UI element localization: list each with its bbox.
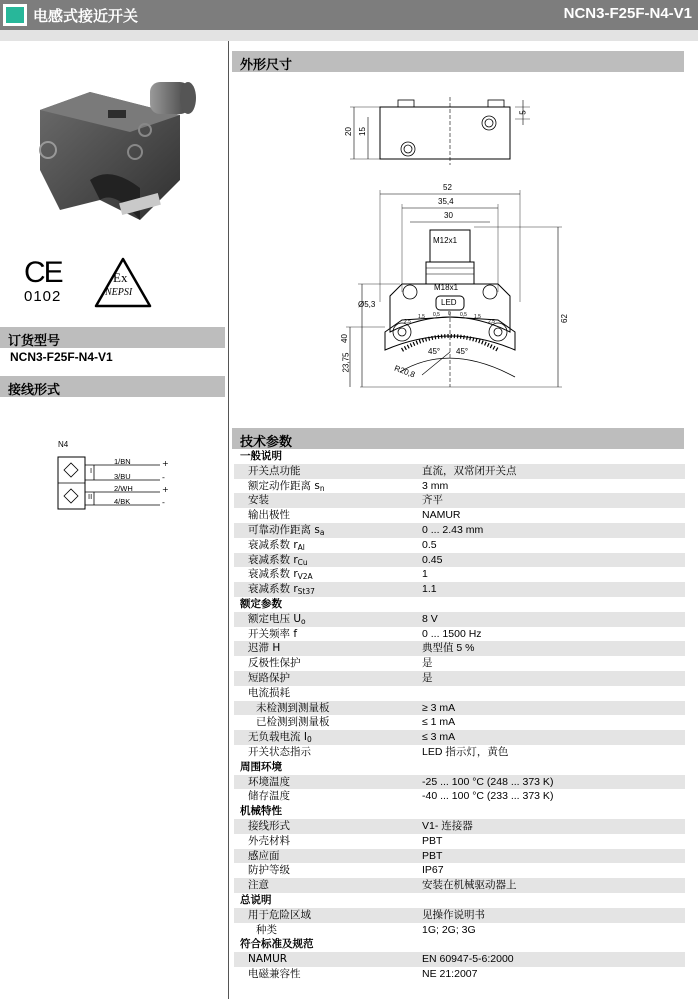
tech-row: [234, 952, 685, 967]
dim-30: 30: [444, 211, 453, 220]
dim-15: 15: [357, 127, 367, 136]
tech-category-row: [234, 937, 685, 952]
tech-value: 安装在机械驱动器上: [422, 879, 517, 892]
tech-value: -25 ... 100 °C (248 ... 373 K): [422, 775, 554, 788]
tech-label-text: 衰减系数 r: [248, 583, 298, 596]
tech-row: [234, 493, 685, 508]
tech-value: ≥ 3 mA: [422, 701, 456, 714]
tech-row: [234, 967, 685, 982]
tech-category-row: [234, 760, 685, 775]
tech-row: [234, 508, 685, 523]
tech-label-text: 接线形式: [248, 819, 290, 832]
tech-value: 0.5: [422, 538, 437, 551]
tech-header: 技术参数: [232, 428, 684, 449]
tech-label: [240, 449, 282, 464]
tech-value: V1- 连接器: [422, 819, 473, 832]
side-view-drawing: [340, 95, 540, 175]
wiring-sign-3: +: [162, 485, 169, 494]
tech-label-text: 注意: [248, 879, 269, 892]
product-photo: [30, 70, 205, 230]
tech-label-subscript: a: [319, 527, 325, 537]
dim-m12: M12x1: [433, 236, 458, 245]
tech-value: 是: [422, 671, 433, 684]
tech-row: [234, 656, 685, 671]
tech-label: [248, 819, 290, 834]
tech-label-text: 储存温度: [248, 790, 290, 803]
tech-label-text: 一般说明: [240, 450, 282, 462]
tech-value: 1: [422, 568, 428, 581]
wiring-channel-2: II: [88, 493, 93, 501]
tech-label: [248, 641, 280, 656]
tech-label-text: 符合标准及规范: [240, 938, 314, 951]
tech-row: [234, 686, 685, 701]
tech-label-text: 衰减系数 r: [248, 553, 298, 566]
tech-row: [234, 878, 685, 893]
tech-label: [248, 656, 301, 671]
tech-label-text: 可靠动作距离 s: [248, 523, 320, 536]
wiring-sign-1: +: [162, 459, 169, 468]
scale-mark-6: 1,5: [474, 314, 481, 320]
tech-row: [234, 819, 685, 834]
tech-label-text: 电流损耗: [248, 686, 290, 699]
scale-mark-2: 1,5: [418, 314, 425, 320]
tech-row: [234, 789, 685, 804]
tech-label-text: 额定参数: [240, 597, 282, 610]
tech-label-text: 未检测到测量板: [256, 701, 330, 714]
wiring-pin-3: 3/BU: [114, 472, 131, 481]
tech-label-text: 反极性保护: [248, 657, 301, 670]
tech-row: [234, 671, 685, 686]
tech-label-text: 安装: [248, 494, 269, 507]
header-bar: [0, 0, 698, 30]
tech-label: [240, 804, 282, 819]
tech-label-text: 迟滞 H: [248, 642, 281, 655]
wiring-sign-4: -: [162, 498, 165, 507]
tech-label-text: 额定电压 U: [248, 612, 302, 625]
tech-label: [248, 493, 269, 508]
tech-value: PBT: [422, 849, 443, 862]
tech-row: [234, 641, 685, 656]
tech-value: 齐平: [422, 494, 443, 507]
tech-label: [248, 878, 269, 893]
tech-label: [256, 701, 330, 716]
wiring-pin-4: 4/BK: [114, 497, 131, 506]
ce-mark-text: CE: [24, 256, 62, 289]
tech-value: 0 ... 2.43 mm: [422, 523, 484, 536]
tech-value: ≤ 3 mA: [422, 731, 456, 744]
order-model-number: NCN3-F25F-N4-V1: [10, 350, 113, 364]
tech-label: [240, 597, 282, 612]
tech-value: NAMUR: [422, 509, 461, 522]
tech-label: [240, 937, 314, 952]
scale-mark-7: 2,5: [488, 319, 495, 325]
tech-label: [248, 464, 301, 479]
tech-row: [234, 834, 685, 849]
tech-label-text: 外壳材料: [248, 834, 290, 847]
tech-value: IP67: [422, 864, 444, 877]
tech-value: ≤ 1 mA: [422, 716, 456, 729]
tech-label-text: 短路保护: [248, 671, 290, 684]
tech-row: [234, 553, 685, 568]
dim-35-4: 35,4: [438, 197, 454, 206]
scale-mark-1: 2,5: [404, 319, 411, 325]
tech-category-row: [234, 804, 685, 819]
wiring-header: 接线形式: [0, 376, 225, 397]
tech-label-text: 环境温度: [248, 775, 290, 788]
dim-5: 5: [518, 110, 528, 115]
tech-row: [234, 745, 685, 760]
dim-hole: Ø5,3: [358, 300, 376, 309]
tech-row: [234, 730, 685, 745]
tech-label-text: 感应面: [248, 849, 280, 862]
front-view-drawing: [340, 182, 580, 397]
dim-40: 40: [339, 334, 349, 343]
tech-label: [248, 686, 290, 701]
tech-label-text: 总说明: [240, 893, 272, 906]
tech-label-text: 已检测到测量板: [256, 716, 330, 729]
tech-category-row: [234, 449, 685, 464]
tech-label: [256, 923, 277, 938]
tech-row: [234, 538, 685, 553]
dim-angle-2: 45°: [456, 347, 469, 356]
tech-value: LED 指示灯，黄色: [422, 745, 509, 758]
dim-62: 62: [559, 314, 569, 323]
ce-number: 0102: [24, 288, 62, 305]
tech-label-text: 衰减系数 r: [248, 568, 298, 581]
wiring-pin-2: 2/WH: [114, 484, 133, 493]
tech-row: [234, 863, 685, 878]
tech-label: [248, 849, 280, 864]
nepsi-ex-icon: [93, 256, 153, 310]
tech-label-subscript: n: [319, 483, 325, 493]
tech-category-row: [234, 893, 685, 908]
wiring-diagram: [50, 440, 200, 520]
tech-row: [234, 849, 685, 864]
tech-label: [248, 627, 297, 642]
tech-row: [234, 775, 685, 790]
tech-value: 3 mm: [422, 479, 449, 492]
column-divider: [228, 41, 229, 999]
tech-row: [234, 627, 685, 642]
dim-52: 52: [443, 183, 452, 192]
tech-label: [240, 760, 282, 775]
tech-label-text: 开关状态指示: [248, 745, 311, 758]
tech-label: [248, 671, 290, 686]
tech-row: [234, 701, 685, 716]
tech-label: [248, 745, 311, 760]
tech-row: [234, 923, 685, 938]
tech-label-subscript: Al: [297, 542, 305, 552]
dim-radius: R20,8: [393, 363, 417, 380]
tech-row: [234, 908, 685, 923]
wiring-label: N4: [58, 440, 69, 449]
tech-value: 8 V: [422, 612, 438, 625]
model-number: NCN3-F25F-N4-V1: [563, 5, 692, 22]
tech-label: [248, 775, 290, 790]
tech-label-text: 开关频率 f: [248, 627, 298, 640]
tech-row: [234, 479, 685, 494]
tech-label-subscript: Cu: [297, 557, 308, 567]
ce-mark-icon: [24, 258, 84, 304]
tech-value: 0.45: [422, 553, 443, 566]
tech-label: [240, 893, 272, 908]
tech-value: 1.1: [422, 583, 437, 596]
tech-label-subscript: 0: [306, 735, 312, 745]
tech-label: [248, 863, 290, 878]
tech-label: [248, 834, 290, 849]
wiring-sign-2: -: [162, 473, 165, 482]
tech-row: [234, 464, 685, 479]
tech-row: [234, 612, 685, 627]
tech-value: PBT: [422, 834, 443, 847]
ex-mark-text: Ex: [113, 270, 128, 285]
scale-mark-4: 0: [448, 311, 451, 317]
tech-label-text: 种类: [256, 923, 277, 936]
dimensions-header: 外形尺寸: [232, 51, 684, 72]
tech-table: [234, 449, 685, 982]
tech-label-subscript: St37: [297, 587, 315, 597]
brand-logo-icon: [3, 4, 27, 26]
scale-mark-5: 0,5: [460, 312, 467, 318]
tech-label-text: 用于危险区域: [248, 908, 311, 921]
tech-label-text: 开关点功能: [248, 464, 301, 477]
dim-20: 20: [343, 127, 353, 136]
tech-label: [256, 715, 330, 730]
led-label: LED: [441, 298, 457, 307]
tech-label: [248, 967, 301, 982]
page-title: 电感式接近开关: [33, 7, 139, 25]
tech-value: 见操作说明书: [422, 908, 485, 921]
dim-23-75: 23,75: [341, 352, 351, 373]
tech-label: [248, 508, 290, 523]
tech-value: 直流，双常闭开关点: [422, 464, 517, 477]
scale-mark-3: 0,5: [433, 312, 440, 318]
tech-label-text: 防护等级: [248, 864, 290, 877]
tech-label-text: 周围环境: [240, 760, 282, 773]
tech-label-text: 无负载电流 I: [248, 731, 307, 744]
tech-row: [234, 567, 685, 582]
tech-value: 1G; 2G; 3G: [422, 923, 476, 936]
tech-value: EN 60947-5-6:2000: [422, 953, 514, 966]
tech-label-text: NAMUR: [248, 953, 288, 966]
tech-row: [234, 715, 685, 730]
tech-label-subscript: o: [301, 616, 306, 626]
tech-label-text: 衰减系数 r: [248, 538, 298, 551]
tech-category-row: [234, 597, 685, 612]
wiring-channel-1: I: [90, 467, 93, 475]
order-code-header: 订货型号: [0, 327, 225, 348]
tech-label-text: 电磁兼容性: [248, 967, 301, 980]
header-subbar: [0, 30, 698, 41]
tech-value: NE 21:2007: [422, 967, 478, 980]
tech-row: [234, 523, 685, 538]
tech-label: [248, 789, 290, 804]
tech-label-text: 输出极性: [248, 509, 290, 522]
tech-label-text: 机械特性: [240, 805, 282, 818]
dim-angle-1: 45°: [428, 347, 441, 356]
tech-label: [248, 908, 311, 923]
tech-value: -40 ... 100 °C (233 ... 373 K): [422, 790, 554, 803]
nepsi-text: NEPSI: [105, 287, 133, 298]
tech-label-text: 额定动作距离 s: [248, 479, 320, 492]
dim-m18: M18x1: [434, 283, 459, 292]
tech-value: 典型值 5 %: [422, 642, 475, 655]
tech-value: 0 ... 1500 Hz: [422, 627, 482, 640]
tech-row: [234, 582, 685, 597]
tech-label: [248, 952, 287, 967]
tech-label-subscript: V2A: [297, 572, 313, 582]
tech-value: 是: [422, 657, 433, 670]
wiring-pin-1: 1/BN: [114, 457, 131, 466]
